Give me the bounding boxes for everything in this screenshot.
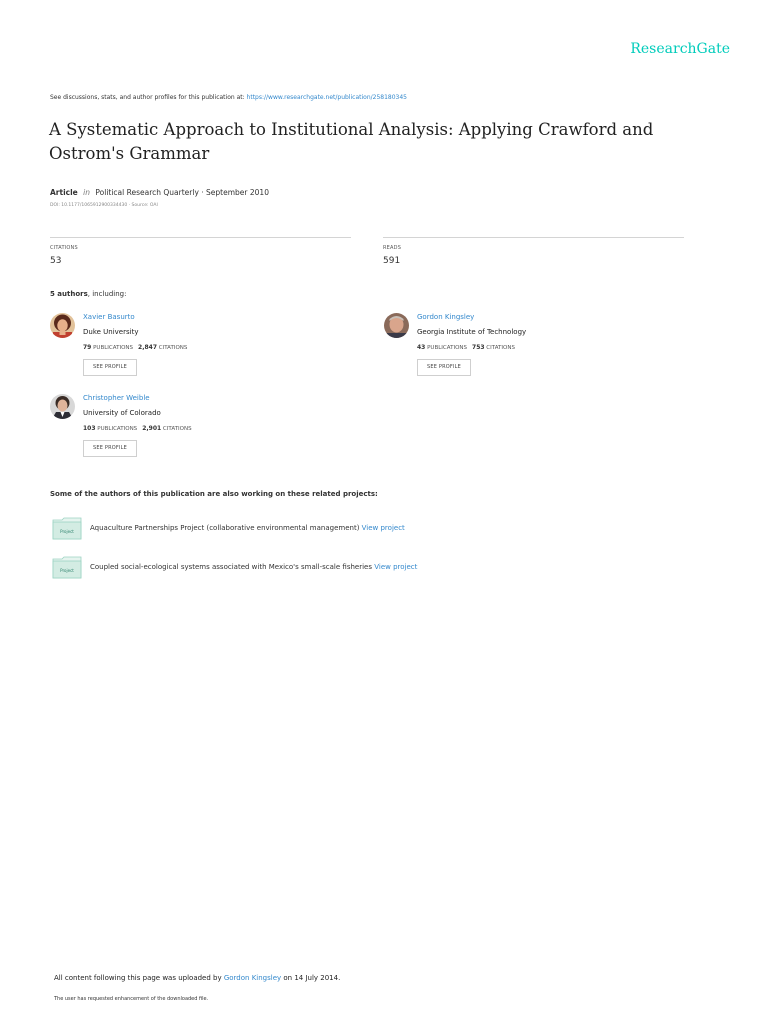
author-citations-label: CITATIONS (486, 345, 515, 351)
related-projects-heading: Some of the authors of this publication are also working on these related projects: (50, 490, 378, 498)
author-name-link[interactable]: Gordon Kingsley (417, 313, 475, 321)
project-folder-icon[interactable] (52, 556, 82, 579)
project-icon-label: Project (60, 529, 74, 534)
see-profile-button[interactable]: SEE PROFILE (83, 359, 137, 376)
author-avatar[interactable] (384, 313, 409, 338)
author-stats (83, 344, 343, 352)
author-name-link[interactable]: Xavier Basurto (83, 313, 135, 321)
project-item (50, 517, 650, 541)
authors-count: 5 authors (50, 290, 88, 298)
view-project-link[interactable]: View project (361, 524, 405, 532)
project-icon-label: Project (60, 568, 74, 573)
publications-count: 43 (417, 344, 426, 351)
authors-suffix: , including: (87, 290, 127, 298)
view-project-link[interactable]: View project (374, 563, 418, 571)
in-label: in (83, 188, 90, 197)
author-institution: University of Colorado (83, 409, 161, 417)
author-citations-count: 2,847 (138, 344, 157, 351)
publications-count: 103 (83, 425, 96, 432)
avatar-photo-icon (50, 313, 75, 338)
publication-type: Article (50, 188, 78, 197)
reads-label: READS (383, 245, 402, 251)
citations-value: 53 (50, 256, 62, 266)
publication-url-link[interactable]: https://www.researchgate.net/publication/258180345 (246, 94, 407, 101)
upload-suffix: on 14 July 2014. (281, 974, 341, 982)
publications-label: PUBLICATIONS (97, 426, 138, 432)
researchgate-logo[interactable]: ResearchGate (630, 41, 730, 57)
discussion-line-text: See discussions, stats, and author profiles for this publication at: (50, 94, 247, 101)
citations-label: CITATIONS (50, 245, 78, 251)
see-profile-button[interactable]: SEE PROFILE (417, 359, 471, 376)
journal-info: Political Research Quarterly · September 2010 (95, 188, 269, 197)
publication-meta (50, 188, 269, 197)
reads-value: 591 (383, 256, 401, 266)
author-citations-label: CITATIONS (158, 345, 188, 351)
author-institution: Georgia Institute of Technology (417, 328, 527, 336)
author-stats (417, 344, 677, 352)
project-folder-icon[interactable] (52, 517, 82, 540)
author-citations-count: 753 (472, 344, 485, 351)
project-title: Coupled social-ecological systems associated with Mexico's small-scale fisheries (90, 563, 372, 571)
project-description (90, 524, 405, 532)
author-name-link[interactable]: Christopher Weible (83, 394, 150, 402)
avatar-photo-icon (384, 313, 409, 338)
publications-label: PUBLICATIONS (427, 345, 468, 351)
author-stats (83, 425, 343, 433)
publications-count: 79 (83, 344, 92, 351)
project-description (90, 563, 417, 571)
enhancement-note: The user has requested enhancement of the downloaded file. (54, 996, 209, 1002)
publication-title: A Systematic Approach to Institutional Analysis: Applying Crawford and Ostrom's Grammar (49, 120, 654, 163)
author-avatar[interactable] (50, 313, 75, 338)
author-avatar[interactable] (50, 394, 75, 419)
upload-info (54, 974, 340, 982)
author-citations-count: 2,901 (142, 425, 162, 432)
authors-heading (50, 290, 126, 298)
see-profile-button[interactable]: SEE PROFILE (83, 440, 137, 457)
avatar-photo-icon (50, 394, 75, 419)
citations-stat (50, 237, 351, 266)
doi-line: DOI: 10.1177/1065912900334430 · Source: OAI (50, 203, 158, 208)
discussion-line (50, 94, 407, 101)
project-title: Aquaculture Partnerships Project (collaborative environmental management) (90, 524, 360, 532)
author-citations-label: CITATIONS (162, 426, 192, 432)
publications-label: PUBLICATIONS (93, 345, 134, 351)
project-item (50, 556, 650, 580)
uploader-link[interactable]: Gordon Kingsley (223, 974, 282, 982)
upload-prefix: All content following this page was uploaded by (54, 974, 224, 982)
author-institution: Duke University (83, 328, 139, 336)
reads-stat (383, 237, 684, 266)
